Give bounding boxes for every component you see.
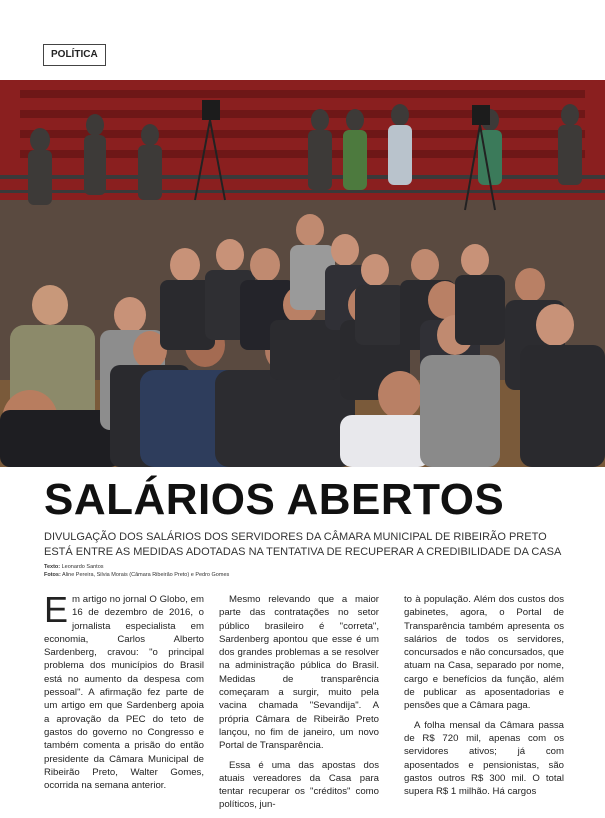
chamber-meeting-photo bbox=[0, 80, 605, 467]
drop-cap: E bbox=[44, 589, 69, 630]
credit-text-label: Texto: bbox=[44, 564, 61, 570]
paragraph: A folha mensal da Câmara passa de R$ 720 mil, apenas com os servidores ativos; já com aposentados e pensionistas, são gastos outros R$ 300 mil. O total supera R$ 1 milhão. Há cargos bbox=[404, 719, 564, 798]
paragraph: Essa é uma das apostas dos atuais vereadores da Casa para tentar recuperar os "créditos" como políticos, jun- bbox=[219, 759, 379, 811]
paragraph bbox=[44, 589, 204, 792]
subheadline: DIVULGAÇÃO DOS SALÁRIOS DOS SERVIDORES DA CÂMARA MUNICIPAL DE RIBEIRÃO PRETO ESTÁ ENTRE AS MEDIDAS ADOTADAS NA TENTATIVA DE RECUPERAR A CREDIBILIDADE DA CASA bbox=[44, 531, 562, 558]
paragraph: Mesmo relevando que a maior parte das contratações no setor público brasileiro é "correta", Sardenberg apontou que esse é um dos grandes problemas a se resolver na administração pública do Brasil. Medidas de transparência começaram a surgir, muito pela vacina chamada "Sevandija". A própria Câmara de Ribeirão Preto lançou, no fim de janeiro, um novo Portal de Transparência. bbox=[219, 594, 379, 752]
headline: SALÁRIOS ABERTOS bbox=[44, 475, 505, 524]
credits bbox=[44, 563, 229, 579]
credit-text-author: Leonardo Santos bbox=[61, 564, 104, 570]
credit-photo-authors: Aline Pereira, Silvia Morais (Câmara Ribeirão Preto) e Pedro Gomes bbox=[62, 572, 230, 578]
article-column-2 bbox=[219, 593, 379, 818]
article-body bbox=[44, 589, 564, 811]
article-column-3 bbox=[404, 593, 564, 804]
section-label: POLÍTICA bbox=[43, 44, 106, 66]
article-column-1 bbox=[44, 589, 204, 798]
credit-photo-label: Fotos: bbox=[44, 572, 61, 578]
paragraph: to à população. Além dos custos dos gabinetes, agora, o Portal de Transparência também apresenta os salários de todos os servidores, concursados e não concursados, que atuam na Casa, separado por nome, cargo e benefícios da função, além de publicar as aposentadorias e pensões que a Câmara paga. bbox=[404, 594, 564, 712]
paragraph-text: m artigo no jornal O Globo, em 16 de dezembro de 2016, o jornalista especialista em economia, Carlos Alberto Sardenberg, cravou: "o principal problema dos municípios do Brasil está no aumento da despesa com pessoal". A afirmação fez parte de um artigo em que Sardenberg apoia a aprovação da PEC do teto de gastos do governo no Congresso e também comenta a prisão do então presidente da Câmara Municipal de Ribeirão Preto, Walter Gomes, ocorrida na semana anterior. bbox=[44, 594, 204, 792]
